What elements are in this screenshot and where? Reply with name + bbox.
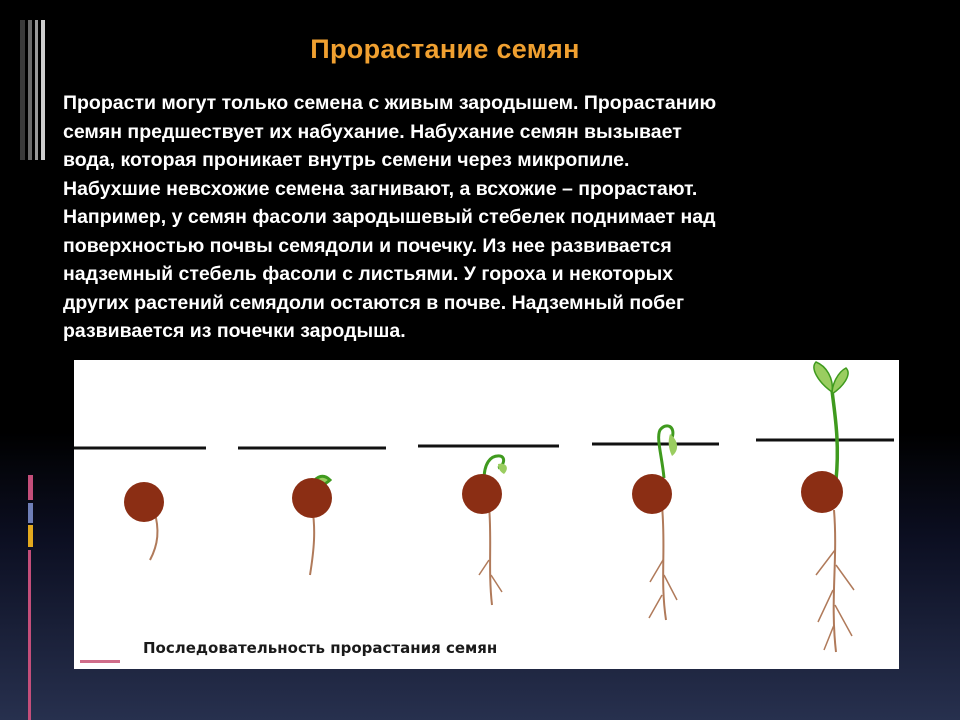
slide-body-text: Прорасти могут только семена с живым зародышем. Прорастанию семян предшествует их набухание. Набухание семян вызывает вода, которая проникает внутрь семени через микропиле. Набухшие невсхожие семена загнивают, а всхожие – прорастают. Например, у семян фасоли зародышевый стебелек поднимает над поверхностью почвы семядоли и почечку. Из нее развивается надземный стебель фасоли с листьями. У гороха и некоторых других растений семядоли остаются в почве. Надземный побег развивается из почечки зародыша.: [63, 92, 717, 342]
stage-4: [632, 426, 677, 620]
stage-5: [801, 362, 854, 652]
stage-2: [292, 476, 332, 575]
figure-caption: Последовательность прорастания семян: [143, 639, 498, 657]
stage-1: [124, 482, 164, 560]
germination-figure: [74, 360, 899, 669]
deco-bar: [28, 525, 33, 547]
slide-title: Прорастание семян: [310, 34, 580, 64]
deco-bar: [28, 475, 33, 500]
germination-illustration: [74, 360, 899, 669]
print-mark: [80, 660, 120, 663]
stage-3: [462, 456, 507, 605]
decorative-side-bars: [20, 20, 45, 720]
deco-bar: [28, 550, 31, 720]
deco-bar: [28, 503, 33, 523]
